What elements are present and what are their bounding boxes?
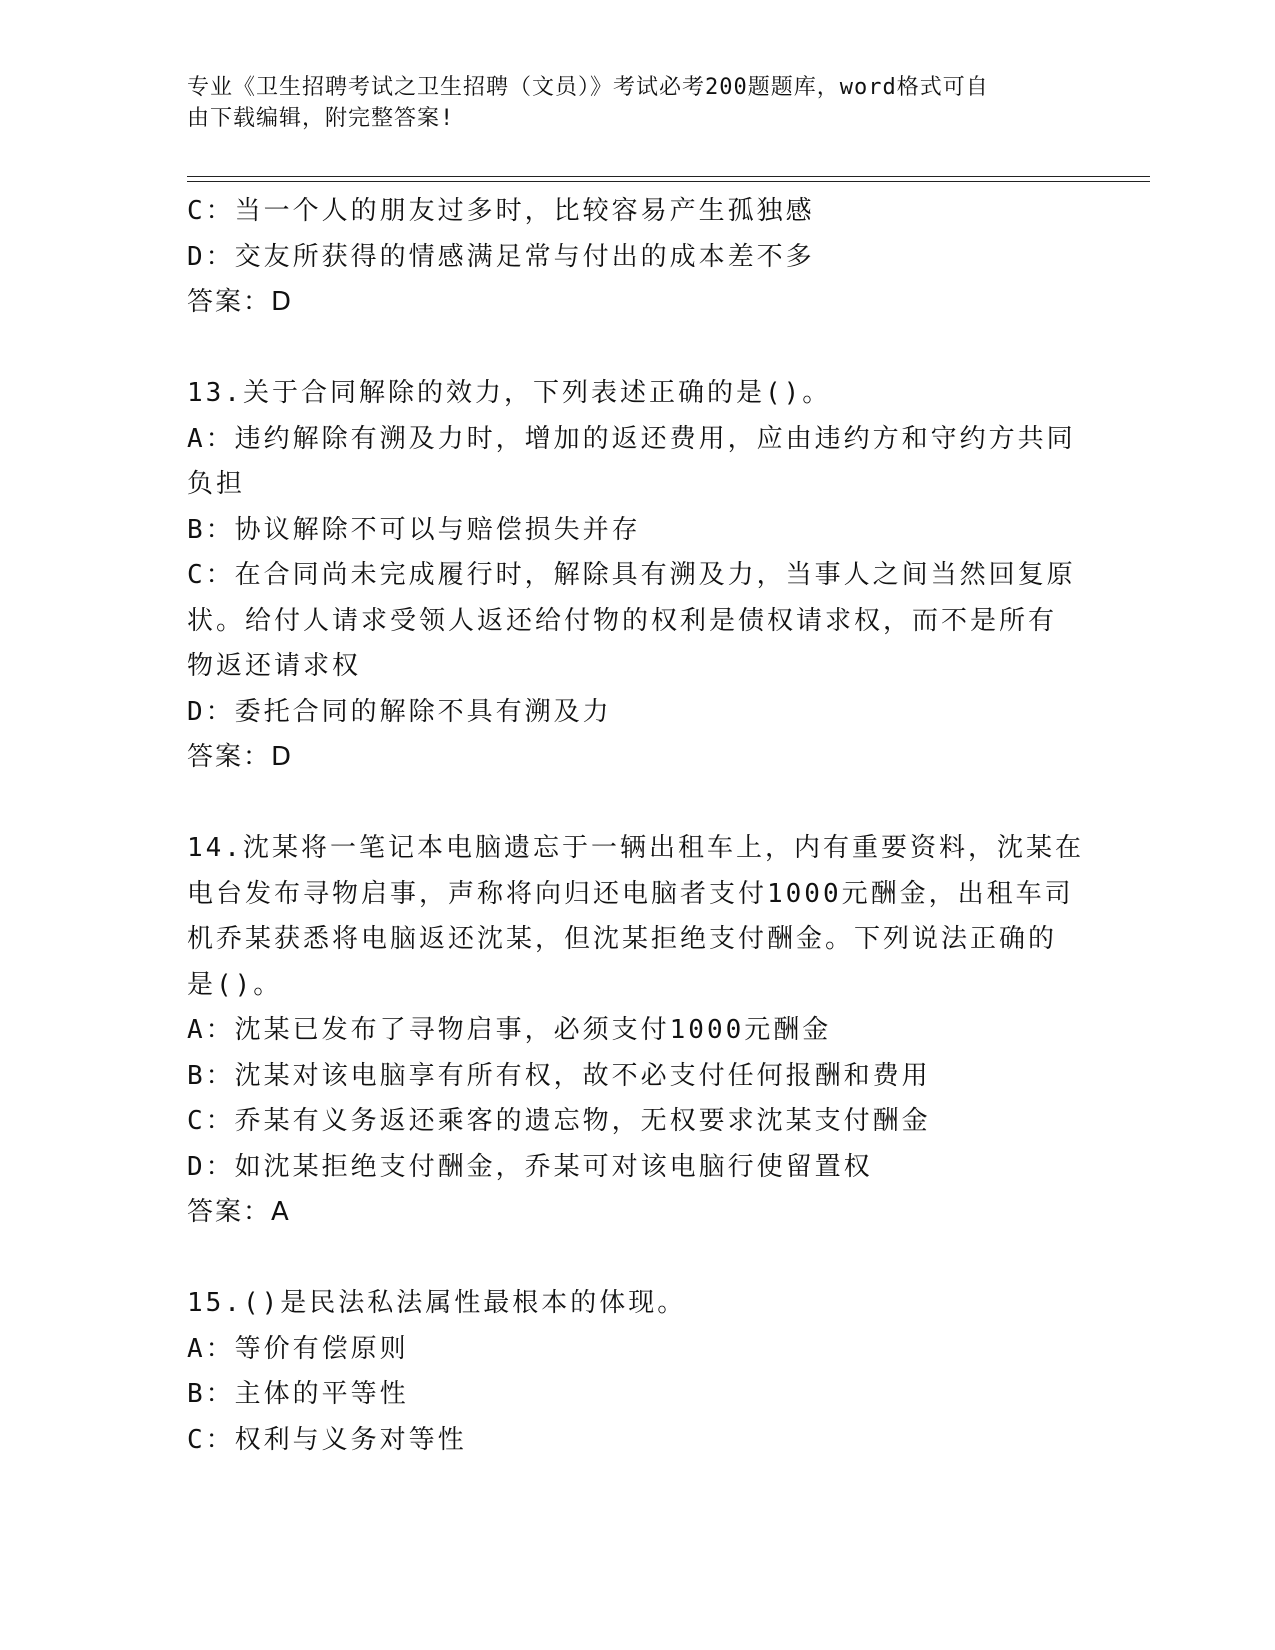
option-line: B：沈某对该电脑享有所有权，故不必支付任何报酬和费用	[187, 1060, 931, 1091]
option-line: 状。给付人请求受领人返还给付物的权利是债权请求权，而不是所有	[187, 605, 1058, 636]
header-line-2: 由下载编辑，附完整答案!	[187, 106, 455, 131]
paragraph-gap	[187, 1236, 1067, 1282]
answer-line: 答案：A	[187, 1197, 291, 1227]
paragraph-gap	[187, 781, 1067, 827]
option-line: B：协议解除不可以与赔偿损失并存	[187, 514, 641, 545]
option-line: D：交友所获得的情感满足常与付出的成本差不多	[187, 241, 815, 272]
option-line: D：如沈某拒绝支付酬金，乔某可对该电脑行使留置权	[187, 1151, 873, 1182]
header-divider-bottom	[187, 181, 1150, 182]
header-line-1: 专业《卫生招聘考试之卫生招聘（文员）》考试必考200题题库，word格式可自	[187, 75, 989, 100]
question-text-line: 电台发布寻物启事，声称将向归还电脑者支付1000元酬金，出租车司	[187, 878, 1074, 909]
header-divider-top	[187, 176, 1150, 177]
question-text-line: 机乔某获悉将电脑返还沈某，但沈某拒绝支付酬金。下列说法正确的	[187, 924, 1058, 954]
option-line: C：在合同尚未完成履行时，解除具有溯及力，当事人之间当然回复原	[187, 560, 1076, 590]
question-list	[187, 189, 1084, 1463]
option-line: C：乔某有义务返还乘客的遗忘物，无权要求沈某支付酬金	[187, 1106, 931, 1136]
option-line: 负担	[187, 469, 246, 499]
option-line: B：主体的平等性	[187, 1379, 409, 1409]
document-header	[187, 72, 1087, 134]
option-line: 物返还请求权	[187, 651, 362, 681]
option-line: A：沈某已发布了寻物启事，必须支付1000元酬金	[187, 1015, 832, 1045]
answer-line: 答案：D	[187, 742, 294, 772]
option-line: D：委托合同的解除不具有溯及力	[187, 696, 612, 727]
option-line: C：当一个人的朋友过多时，比较容易产生孤独感	[187, 196, 815, 226]
question-text-line: 15.()是民法私法属性最根本的体现。	[187, 1288, 687, 1318]
paragraph-gap	[187, 326, 1067, 372]
question-text-line: 13.关于合同解除的效力，下列表述正确的是()。	[187, 378, 832, 408]
option-line: A：违约解除有溯及力时，增加的返还费用，应由违约方和守约方共同	[187, 423, 1076, 454]
question-text-line: 是()。	[187, 969, 283, 1000]
answer-line: 答案：D	[187, 287, 294, 317]
option-line: A：等价有偿原则	[187, 1333, 409, 1364]
question-text-line: 14.沈某将一笔记本电脑遗忘于一辆出租车上，内有重要资料，沈某在	[187, 833, 1084, 863]
option-line: C：权利与义务对等性	[187, 1424, 467, 1455]
